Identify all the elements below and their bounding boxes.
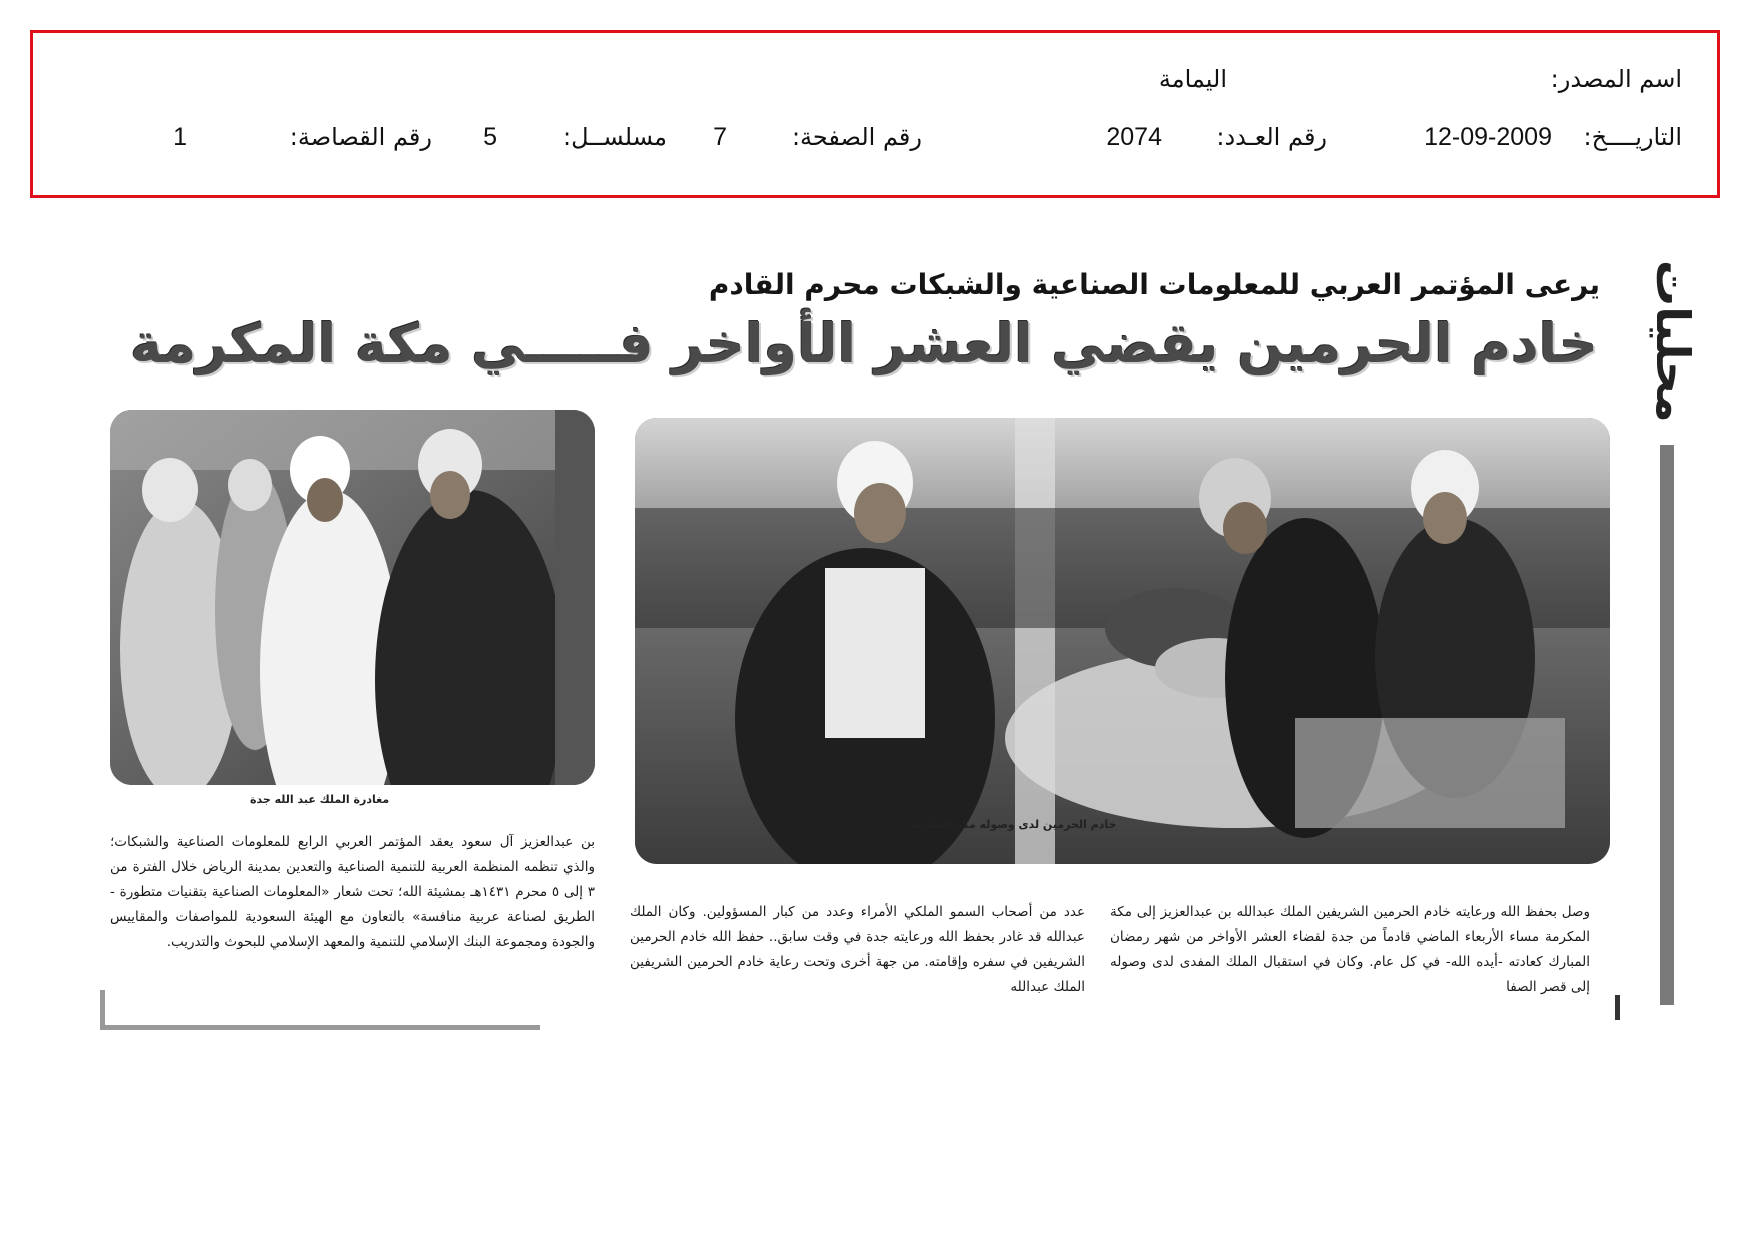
article-paragraph-right: وصل بحفظ الله ورعايته خادم الحرمين الشريفين الملك عبدالله بن عبدالعزيز إلى مكة المكرمة مساء الأربعاء الماضي قادماً من جدة لقضاء العشر الأواخر من شهر رمضان المبارك كعادته -أيده الله- في كل عام. وكان في استقبال الملك المفدى لدى وصوله إلى قصر الصفا <box>1110 904 1590 995</box>
article-column-left <box>110 830 595 955</box>
section-side-bar <box>1660 445 1674 1005</box>
date-value: 12-09-2009 <box>1424 123 1552 151</box>
clip-number-label: رقم القصاصة: <box>289 123 432 151</box>
article-headline: خادم الحرمين يقضي العشر الأواخر فـــــي مكة المكرمة <box>130 312 1598 375</box>
newspaper-clipping <box>100 220 1710 1050</box>
frame-bottom-line <box>100 1025 540 1030</box>
source-label: اسم المصدر: <box>1550 65 1682 93</box>
source-value: اليمامة <box>1158 65 1227 93</box>
frame-right-mark <box>1615 995 1620 1020</box>
photo-arrival-image <box>635 418 1610 864</box>
clip-number-value: 1 <box>173 123 187 151</box>
photo-departure <box>110 410 595 785</box>
photo-arrival <box>635 418 1610 864</box>
serial-label: مسلســل: <box>563 123 667 151</box>
issue-label: رقم العـدد: <box>1216 123 1327 151</box>
date-label: التاريــــخ: <box>1583 123 1682 151</box>
photo-departure-image <box>110 410 595 785</box>
article-column-middle <box>630 900 1085 1000</box>
article-paragraph-middle: عدد من أصحاب السمو الملكي الأمراء وعدد من كبار المسؤولين. وكان الملك عبدالله قد غادر بحفظ الله ورعايته جدة في وقت سابق.. حفظ الله خادم الحرمين الشريفين في سفره وإقامته. من جهة أخرى وتحت رعاية خادم الحرمين الشريفين الملك عبدالله <box>630 904 1085 995</box>
page-value: 7 <box>713 123 727 151</box>
issue-value: 2074 <box>1106 123 1162 151</box>
section-tag: محليات <box>1646 260 1700 423</box>
article-subheadline: يرعى المؤتمر العربي للمعلومات الصناعية والشبكات محرم القادم <box>708 268 1600 301</box>
article-paragraph-left: بن عبدالعزيز آل سعود يعقد المؤتمر العربي الرابع للمعلومات الصناعية والشبكات؛ والذي تنظمه المنظمة العربية للتنمية الصناعية والتعدين بمدينة الرياض خلال الفترة من ٣ إلى ٥ محرم ١٤٣١هـ بمشيئة الله؛ تحت شعار «المعلومات الصناعية بتقنيات متطورة - الطريق لصناعة عربية منافسة» بالتعاون مع الهيئة السعودية للمواصفات والمقاييس والجودة ومجموعة البنك الإسلامي للتنمية والمعهد الإسلامي للبحوث والتدريب. <box>110 834 596 950</box>
caption-right: خادم الحرمين لدى وصوله مكة المكرمة <box>910 818 1117 831</box>
frame-left-line <box>100 990 105 1030</box>
page-label: رقم الصفحة: <box>791 123 922 151</box>
serial-value: 5 <box>483 123 497 151</box>
article-column-right <box>1110 900 1590 1000</box>
clipping-metadata-box <box>30 30 1720 198</box>
caption-left: مغادرة الملك عبد الله جدة <box>250 793 390 806</box>
